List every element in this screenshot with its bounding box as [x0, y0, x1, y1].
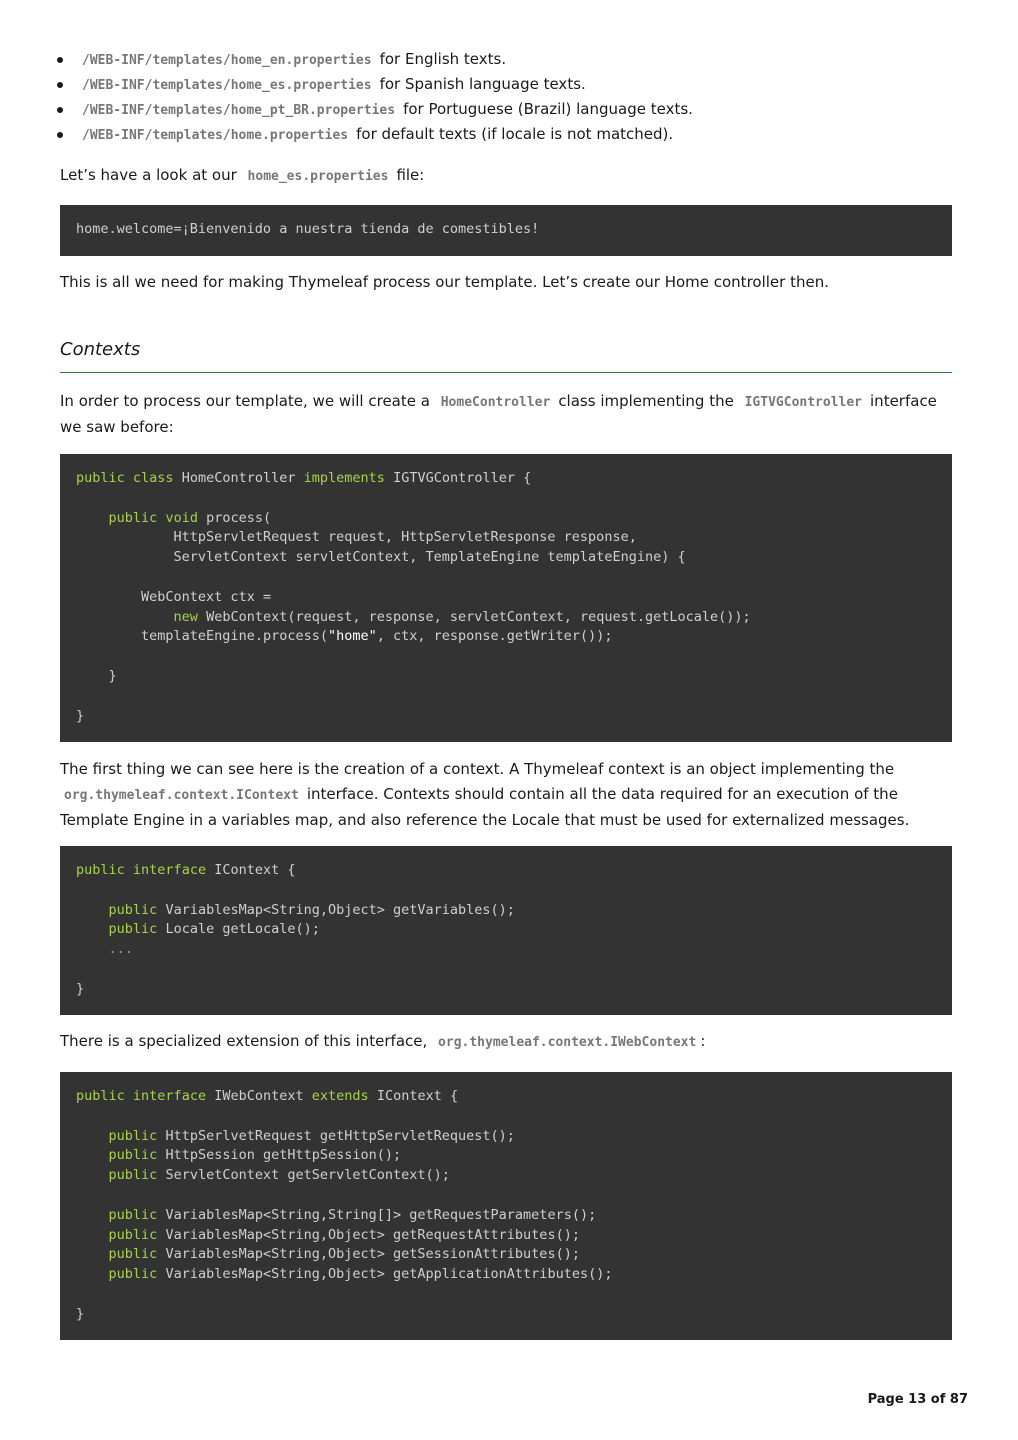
intro-suffix: file:	[396, 166, 425, 184]
code-line: home.welcome=¡Bienvenido a nuestra tienda de comestibles!	[76, 221, 540, 237]
inline-code: org.thymeleaf.context.IContext	[64, 787, 299, 803]
file-path: /WEB-INF/templates/home_en.properties	[82, 53, 372, 68]
intro-prefix: Let’s have a look at our	[60, 166, 237, 184]
list-item	[60, 97, 693, 122]
file-description: for default texts (if locale is not matched).	[356, 125, 674, 143]
file-path: /WEB-INF/templates/home_pt_BR.properties	[82, 103, 396, 118]
inline-code: home_es.properties	[247, 169, 389, 184]
page-number: Page 13 of 87	[867, 1392, 968, 1407]
properties-file-list	[60, 47, 693, 147]
icontext-code-block: public interface IContext { public VariablesMap<String,Object> getVariables(); public Locale getLocale(); ... }	[60, 846, 952, 1015]
home-controller-code-block: public class HomeController implements IGTVGController { public void process( HttpServletRequest request, HttpServletResponse response, ServletContext servletContext, TemplateEngine templateEngine) { WebContext ctx = new WebContext(request, response, servletContext, request.getLocale()); templateEngine.process("home", ctx, response.getWriter()); } }	[60, 454, 952, 742]
inline-code: org.thymeleaf.context.IWebContext	[438, 1035, 697, 1050]
inline-code: IGTVGController	[744, 395, 863, 410]
paragraph-text: interface. Contexts should contain all the data required for an execution of the	[306, 784, 898, 803]
context-paragraph	[60, 757, 952, 833]
paragraph-text: class implementing the	[558, 392, 734, 410]
all-we-need-paragraph: This is all we need for making Thymeleaf process our template. Let’s create our Home controller then.	[60, 273, 829, 291]
file-description: for Portuguese (Brazil) language texts.	[403, 100, 693, 118]
inline-code: HomeController	[440, 395, 551, 410]
bullet-icon	[57, 57, 63, 63]
paragraph-text: Template Engine in a variables map, and also reference the Locale that must be used for externalized messages.	[60, 811, 910, 829]
list-item	[60, 47, 693, 72]
bullet-icon	[57, 132, 63, 138]
file-path: /WEB-INF/templates/home.properties	[82, 128, 349, 143]
paragraph-text: interface we saw before:	[60, 392, 937, 436]
paragraph-text: There is a specialized extension of this interface,	[60, 1032, 428, 1050]
extension-paragraph	[60, 1029, 952, 1055]
file-description: for English texts.	[379, 50, 507, 68]
iwebcontext-code-block: public interface IWebContext extends IContext { public HttpSerlvetRequest getHttpServletRequest(); public HttpSession getHttpSession(); public ServletContext getServletContext(); public VariablesMap<String,String[]> getRequestParameters(); public VariablesMap<String,Object> getRequestAttributes(); public VariablesMap<String,Object> getSessionAttributes(); public VariablesMap<String,Object> getApplicationAttributes(); }	[60, 1072, 952, 1340]
intro-paragraph	[60, 163, 952, 189]
properties-code-block	[60, 205, 952, 256]
paragraph-text: :	[700, 1032, 706, 1050]
bullet-icon	[57, 82, 63, 88]
file-description: for Spanish language texts.	[379, 75, 586, 93]
list-item	[60, 72, 693, 97]
bullet-icon	[57, 107, 63, 113]
section-heading: Contexts	[60, 336, 952, 373]
paragraph-text: The first thing we can see here is the creation of a context. A Thymeleaf context is an object implementing the	[60, 760, 895, 778]
file-path: /WEB-INF/templates/home_es.properties	[82, 78, 372, 93]
paragraph-text: In order to process our template, we will create a	[60, 392, 430, 410]
list-item	[60, 122, 693, 147]
controller-paragraph	[60, 389, 952, 439]
